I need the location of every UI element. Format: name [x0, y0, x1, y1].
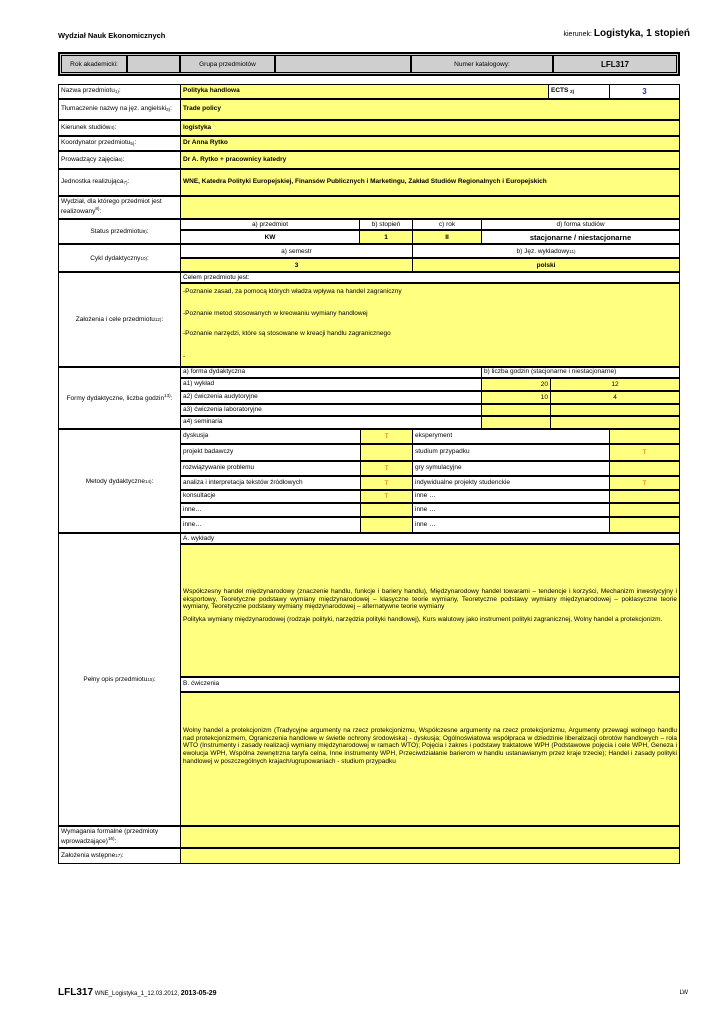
zalozenia-item-2: -Poznanie metod stosowanych w kreowaniu wymiany handlowej	[183, 310, 368, 317]
zalozenia-sup: 12)	[154, 317, 162, 322]
cykl-a-value: 3	[180, 258, 413, 272]
opis-a-heading: A. wykłady	[180, 533, 680, 544]
cykl-label	[58, 244, 181, 272]
metoda-name: inne…	[180, 503, 361, 517]
metody-suffix: :	[151, 477, 154, 485]
faculty-title: Wydział Nauk Ekonomicznych	[58, 31, 166, 40]
metoda-mark: T	[360, 476, 413, 490]
cykl-a-label: a) semestr	[180, 244, 413, 258]
wstepne-suffix: :	[121, 851, 124, 859]
wstepne-value	[180, 848, 680, 864]
nazwa-suffix: :	[118, 87, 121, 95]
zalozenia-intro: Celem przedmiotu jest:	[180, 272, 680, 283]
ects-label-text: ECTS	[551, 87, 569, 95]
formy-sup: 13)	[164, 393, 171, 399]
numer-label: Numer katalogowy:	[411, 55, 553, 73]
prowadzacy-label	[58, 151, 181, 169]
metoda-mark	[360, 444, 413, 461]
kierunek-suffix: :	[114, 123, 117, 131]
opis-suffix: :	[153, 676, 156, 683]
metoda-mark: T	[609, 444, 680, 461]
wstepne-sup: 17)	[115, 853, 122, 859]
numer-value: LFL317	[553, 55, 677, 73]
metoda-mark: T	[609, 476, 680, 490]
wstepne-label-text: Założenia wstępne	[61, 851, 116, 859]
wymagania-label	[58, 826, 181, 848]
grupa-label: Grupa przedmiotów	[180, 55, 275, 73]
forma-name: a3) ćwiczenia laboratoryjne	[180, 404, 482, 416]
wydzial-sup: 8)	[95, 206, 100, 212]
tlumaczenie-suffix: :	[170, 105, 172, 113]
tlumaczenie-value: Trade policy	[180, 99, 680, 120]
forma-name: a1) wykład	[180, 378, 482, 391]
status-label	[58, 219, 181, 244]
koordynator-sup: 5)	[130, 140, 135, 146]
opis-sup: 15)	[147, 677, 154, 682]
kierunek-sup: 4)	[110, 125, 115, 131]
prowadzacy-suffix: :	[122, 155, 125, 163]
status-label-text: Status przedmiotu	[90, 228, 143, 235]
status-d-label: d) forma studiów	[481, 219, 680, 230]
koordynator-label-text: Koordynator przedmiotu	[61, 139, 131, 147]
metoda-name: konsultacje	[180, 490, 361, 503]
opis-label	[58, 533, 181, 826]
cykl-b-label	[412, 244, 680, 258]
metoda-name: projekt badawczy	[180, 444, 361, 461]
metoda-name: inne …	[412, 490, 610, 503]
metoda-name: dyskusja	[180, 429, 361, 444]
wstepne-label	[58, 848, 181, 864]
koordynator-suffix: :	[134, 139, 137, 147]
status-c-label: c) rok	[412, 219, 482, 230]
forma-nst: 12	[550, 378, 680, 391]
metoda-mark: T	[360, 461, 413, 476]
status-a-label: a) przedmiot	[180, 219, 360, 230]
footer-info	[58, 987, 217, 998]
nazwa-sup: 1)	[114, 88, 119, 94]
zalozenia-item-1: -Poznanie zasad, za pomocą których władza wpływa na handel zagraniczny	[183, 288, 402, 295]
jednostka-value: WNE, Katedra Polityki Europejskiej, Finansów Publicznych i Marketingu, Zakład Studiów Regionalnych i Europejskich	[180, 169, 680, 196]
kierunek-label: kierunek:	[563, 31, 592, 38]
opis-a-text-2: Polityka wymiany międzynarodowej (rodzaje polityki, narzędzia polityki handlowej), Kurs walutowy jako instrument polityki zagranicznej, Wolny handel a protekcjonizm.	[183, 616, 663, 623]
zalozenia-item-3: -Poznanie narzędzi, które są stosowane w kreacji handlu zagranicznego	[183, 330, 391, 337]
zalozenia-label-text: Założenia i cele przedmiotu	[75, 316, 155, 323]
forma-name: a4) seminaria	[180, 416, 482, 429]
metoda-mark	[609, 517, 680, 533]
metoda-mark: T	[360, 429, 413, 444]
wymagania-value	[180, 826, 680, 848]
metody-label-text: Metody dydaktyczne	[85, 477, 145, 485]
opis-b-heading: B. ćwiczenia	[180, 677, 680, 692]
forma-nst	[550, 404, 680, 416]
opis-label-text: Pełny opis przedmiotu	[83, 676, 148, 683]
cykl-label-text: Cykl dydaktyczny	[90, 254, 141, 262]
metoda-mark: T	[360, 490, 413, 503]
grupa-value	[275, 55, 411, 73]
tlumaczenie-label-text: Tłumaczenie nazwy na jęz. angielski	[61, 105, 167, 113]
ects-sup: 2)	[570, 88, 575, 94]
zalozenia-item-4: -	[183, 353, 186, 360]
jednostka-label	[58, 169, 181, 196]
metoda-name: inne…	[180, 517, 361, 533]
formy-suffix: :	[170, 395, 173, 403]
nazwa-label-text: Nazwa przedmiotu	[61, 87, 115, 95]
status-b-value: 1	[359, 230, 413, 244]
footer-initials: LW	[679, 990, 688, 996]
metoda-name: inne …	[412, 517, 610, 533]
metoda-mark	[609, 429, 680, 444]
metoda-mark	[360, 517, 413, 533]
prowadzacy-label-text: Prowadzący zajęcia	[61, 155, 119, 163]
cykl-sup: 10)	[140, 255, 147, 261]
wydzial-value	[180, 196, 680, 219]
metoda-mark	[609, 490, 680, 503]
status-suffix: :	[146, 228, 149, 235]
wymagania-label-text: Wymagania formalne (przedmioty wprowadzające)	[61, 827, 159, 846]
forma-st: 20	[481, 378, 551, 391]
kierunek-label-text: Kierunek studiów	[61, 123, 111, 131]
wymagania-sup: 16)	[107, 835, 115, 841]
formy-a-label: a) forma dydaktyczna	[180, 367, 482, 378]
formy-label	[58, 367, 181, 429]
opis-a-text: Współczesny handel międzynarodowy (znaczenie handlu, funkcje i bariery handlu), Międzynarodowy handel towarami – tendencje i korzyści, Mechanizm inwestycyjny i eksportowy, Teoretyczne podstawy wymiany międzynarodowej – klasyczne teorie wymiany, Teoretyczne podstawy wymiany międzynarodowej – poklasyczne teorie wymiany, Teoretyczne podstawy wymiany międzynarodowej – alternatywne teorie wymiany	[183, 588, 677, 611]
opis-a-body	[180, 544, 680, 677]
cykl-suffix: :	[146, 254, 149, 262]
ects-value: 3	[609, 84, 680, 99]
wydzial-label-text: Wydział, dla którego przedmiot jest realizowany	[61, 198, 162, 216]
ects-label	[548, 84, 610, 99]
metody-label	[58, 429, 181, 533]
jednostka-sup: 7)	[123, 179, 128, 185]
metoda-name: studium przypadku	[412, 444, 610, 461]
forma-st	[481, 416, 551, 429]
forma-nst	[550, 416, 680, 429]
prowadzacy-sup: 6)	[118, 157, 123, 163]
metoda-name: gry symulacyjne	[412, 461, 610, 476]
zalozenia-suffix: :	[161, 316, 164, 323]
footer-file: WNE_Logistyka_1_12.03.2012,	[94, 991, 180, 997]
metoda-name: rozwiązywanie problemu	[180, 461, 361, 476]
metody-sup: 14)	[144, 478, 152, 484]
metoda-name: inne …	[412, 503, 610, 517]
forma-st: 10	[481, 391, 551, 404]
kierunek-value: Logistyka, 1 stopień	[593, 28, 690, 39]
tlumaczenie-sup: 3)	[166, 106, 171, 112]
formy-b-label: b) liczba godzin (stacjonarne i niestacjonarne)	[481, 367, 680, 378]
kierunek-header	[564, 28, 691, 39]
prowadzacy-value: Dr A. Rytko + pracownicy katedry	[180, 151, 680, 169]
cykl-b-sup: 11)	[569, 248, 576, 254]
status-b-label: b) stopień	[359, 219, 413, 230]
status-c-value: II	[412, 230, 482, 244]
metoda-name: indywidualne projekty studenckie	[412, 476, 610, 490]
cykl-b-label-text: b) Jęz. wykładowy	[516, 247, 570, 255]
metoda-mark	[360, 503, 413, 517]
opis-b-text: Wolny handel a protekcjonizm (Tradycyjne argumenty na rzecz protekcjonizmu, Współczesne argumenty na rzecz protekcjonizmu, Argumenty przewagi wolnego handlu nad protekcjonizmem, Ograniczenia handlowe w świetle ochrony środowiska) - dyskusja; Ogólnoświatowa współpraca w dziedzinie liberalizacji obrotów handlowych – rola WTO (Instrumenty i zasady realizacji wymiany międzynarodowej w ramach WTO); Pojęcia i zakres i podstawy traktatowe WPH (Podstawowe pojęcia i cele WPH, Geneza i ewolucja WPH, Wspólna zewnętrzna taryfa celna, Inne instrumenty WPH, Przeciwdziałanie barierom w handlu ustanawianym przez kraje trzecie); Handel i zasady polityki handlowej w poszczególnych krajach/ugrupowaniach - studium przypadku	[183, 727, 677, 765]
koordynator-value: Dr Anna Rytko	[180, 136, 680, 151]
cykl-b-value: polski	[412, 258, 680, 272]
rok-label: Rok akademicki:	[61, 55, 127, 73]
metoda-mark	[609, 503, 680, 517]
metoda-name: eksperyment	[412, 429, 610, 444]
jednostka-suffix: :	[127, 178, 130, 186]
jednostka-label-text: Jednostka realizująca	[61, 178, 124, 186]
footer-date: 2013-05-29	[180, 990, 217, 997]
kierunek-value: logistyka	[180, 120, 680, 136]
zalozenia-body	[180, 283, 680, 367]
wymagania-suffix: :	[114, 838, 117, 846]
opis-b-body	[180, 692, 680, 826]
zalozenia-label	[58, 272, 181, 367]
wydzial-label	[58, 196, 181, 219]
footer-code: LFL317	[58, 987, 94, 998]
formy-label-text: Formy dydaktyczne, liczba godzin	[66, 395, 165, 403]
koordynator-label	[58, 136, 181, 151]
forma-st	[481, 404, 551, 416]
forma-name: a2) ćwiczenia audytoryjne	[180, 391, 482, 404]
status-sup: 9)	[142, 229, 147, 234]
metoda-mark	[609, 461, 680, 476]
status-d-value: stacjonarne / niestacjonarne	[481, 230, 680, 244]
metoda-name: analiza i interpretacja tekstów źródłowych	[180, 476, 361, 490]
kierunek-label	[58, 120, 181, 136]
rok-value	[127, 55, 180, 73]
nazwa-label	[58, 84, 181, 99]
wydzial-suffix: :	[99, 208, 102, 216]
forma-nst: 4	[550, 391, 680, 404]
status-a-value: KW	[180, 230, 360, 244]
nazwa-value: Polityka handlowa	[180, 84, 549, 99]
tlumaczenie-label	[58, 99, 181, 120]
